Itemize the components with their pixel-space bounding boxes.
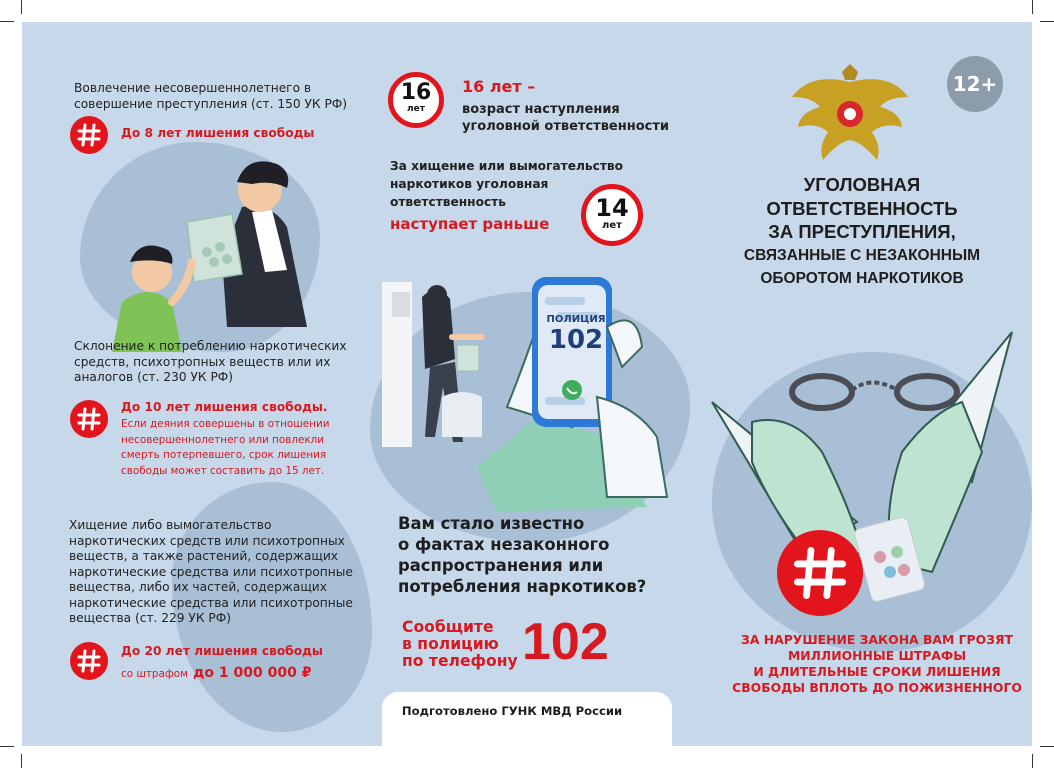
theft-red: наступает раньше xyxy=(390,215,550,233)
item1-text xyxy=(74,81,374,112)
text-line: наркотические средства или психотропные xyxy=(69,595,353,610)
item2-text xyxy=(74,339,374,386)
text-line: наркотических средств или психотропных xyxy=(69,533,345,548)
text-line: СВОБОДЫ ВПЛОТЬ ДО ПОЖИЗНЕННОГО xyxy=(732,680,1022,695)
crop-mark xyxy=(1040,21,1054,22)
text-line: За хищение или вымогательство xyxy=(390,159,623,173)
hashtag-icon xyxy=(70,116,108,154)
item3-fine xyxy=(121,662,311,681)
item1-penalty: До 8 лет лишения свободы xyxy=(121,126,315,140)
text-line: возраст наступления xyxy=(462,102,620,117)
hashtag-icon xyxy=(70,400,108,438)
age16-number: 16 xyxy=(400,80,432,105)
crop-mark xyxy=(1040,746,1054,747)
text-line: свободы может составить до 15 лет. xyxy=(121,464,325,477)
phone-icon[interactable] xyxy=(457,267,687,512)
age16-title: 16 лет – xyxy=(462,77,536,96)
title-line: СВЯЗАННЫЕ С НЕЗАКОННЫМ xyxy=(743,246,981,264)
crop-mark xyxy=(21,754,22,768)
age-rating-badge: 12+ xyxy=(947,56,1003,112)
text-line: уголовной ответственности xyxy=(462,119,669,134)
hashtag-icon xyxy=(777,530,863,616)
text-line: ответственность xyxy=(390,195,506,209)
text-line: МИЛЛИОННЫЕ ШТРАФЫ xyxy=(787,648,967,663)
text-line: Вовлечение несовершеннолетнего в xyxy=(74,81,312,95)
fine-prefix: со штрафом xyxy=(121,668,188,680)
age14-sub: лет xyxy=(602,220,622,231)
illustration-adult-child xyxy=(102,152,332,352)
text-line: средств, психотропных веществ или их xyxy=(74,354,331,369)
text-line: аналогов (ст. 230 УК РФ) xyxy=(74,370,234,384)
phone-screen-number: 102 xyxy=(548,325,604,355)
hashtag-icon xyxy=(70,642,108,680)
warning-text xyxy=(712,632,1032,696)
text-line: вещества, либо их частей, содержащих xyxy=(69,580,327,594)
crop-mark xyxy=(0,746,14,747)
main-title xyxy=(712,173,1012,291)
leaflet-sheet xyxy=(22,22,1032,746)
age16-sub: лет xyxy=(407,104,425,114)
report-number[interactable]: 102 xyxy=(522,613,609,671)
age16-text xyxy=(462,101,669,135)
item2-penalty: До 10 лет лишения свободы. xyxy=(121,400,328,414)
crop-mark xyxy=(0,21,14,22)
crop-mark xyxy=(1032,754,1033,768)
question-text xyxy=(398,513,646,597)
title-line: ОТВЕТСТВЕННОСТЬ xyxy=(766,197,958,219)
text-line: ЗА НАРУШЕНИЕ ЗАКОНА ВАМ ГРОЗЯТ xyxy=(741,632,1013,647)
title-line: ЗА ПРЕСТУПЛЕНИЯ, xyxy=(768,221,956,242)
text-line: Сообщите xyxy=(402,618,494,636)
text-line: несовершеннолетнего или повлекли xyxy=(121,433,325,446)
text-line: в полицию xyxy=(402,635,499,653)
age-limit-sign-icon xyxy=(581,184,643,246)
text-line: наркотические средства или психотропные xyxy=(69,564,353,579)
text-line: смерть потерпевшего, срок лишения xyxy=(121,449,327,461)
eagle-emblem-icon xyxy=(790,62,910,167)
phone-screen-label: ПОЛИЦИЯ xyxy=(546,314,606,325)
item2-note xyxy=(121,417,361,479)
text-line: Хищение либо вымогательство xyxy=(69,518,272,532)
age-limit-sign-icon xyxy=(388,72,444,128)
title-line: ОБОРОТОМ НАРКОТИКОВ xyxy=(760,270,964,287)
footer-text: Подготовлено ГУНК МВД России xyxy=(401,704,623,718)
crop-mark xyxy=(1032,0,1033,14)
text-line: распространения или xyxy=(398,556,604,575)
text-line: наркотиков уголовная xyxy=(390,177,549,191)
text-line: И ДЛИТЕЛЬНЫЕ СРОКИ ЛИШЕНИЯ xyxy=(753,664,1001,679)
text-line: Склонение к потреблению наркотических xyxy=(74,339,347,353)
report-text xyxy=(402,619,518,670)
text-line: веществ, а также растений, содержащих xyxy=(69,549,338,563)
text-line: о фактах незаконного xyxy=(398,535,610,554)
crop-mark xyxy=(21,0,22,14)
text-line: вещества (ст. 229 УК РФ) xyxy=(69,611,231,625)
text-line: Вам стало известно xyxy=(398,514,585,533)
text-line: потребления наркотиков? xyxy=(398,577,647,596)
text-line: по телефону xyxy=(402,652,518,670)
item3-penalty: До 20 лет лишения свободы xyxy=(121,644,323,658)
age14-number: 14 xyxy=(595,194,629,222)
title-line: УГОЛОВНАЯ xyxy=(803,174,921,195)
text-line: совершение преступления (ст. 150 УК РФ) xyxy=(74,96,348,111)
text-line: Если деяния совершены в отношении xyxy=(121,418,330,430)
item3-text xyxy=(69,518,369,627)
fine-amount: до 1 000 000 ₽ xyxy=(193,665,312,681)
footer-bar xyxy=(382,692,672,746)
